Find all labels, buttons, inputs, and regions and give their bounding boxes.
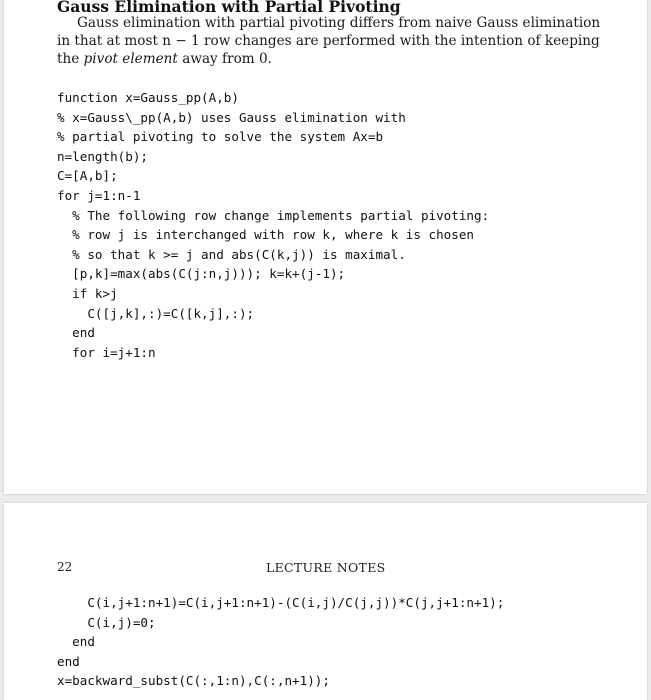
code-line: end <box>57 325 95 341</box>
code-line: % partial pivoting to solve the system Ax=b <box>57 129 384 145</box>
paragraph-line-last <box>57 50 617 68</box>
intro-paragraph <box>57 14 617 69</box>
code-line: [p,k]=max(abs(C(j:n,j))); k=k+(j-1); <box>57 266 346 282</box>
page-top <box>4 0 647 494</box>
paragraph-text: the <box>57 51 84 68</box>
pivot-element-emphasis: pivot element <box>83 51 178 68</box>
code-line: % so that k >= j and abs(C(k,j)) is maximal. <box>57 246 406 262</box>
code-line: for j=1:n-1 <box>57 187 141 203</box>
paragraph-line: in that at most n − 1 row changes are performed with the intention of keeping <box>57 33 600 50</box>
page-number: 22 <box>57 560 73 574</box>
code-line: for i=j+1:n <box>57 344 156 360</box>
code-line: C(i,j)=0; <box>57 614 156 630</box>
code-line: function x=Gauss_pp(A,b) <box>57 90 239 105</box>
paragraph-line: Gauss elimination with partial pivoting differs from naive Gauss elimination <box>77 15 601 31</box>
code-line: C=[A,b]; <box>57 168 118 184</box>
code-line: C([j,k],:)=C([k,j],:); <box>57 305 255 321</box>
code-listing-bottom <box>57 593 504 691</box>
code-line: n=length(b); <box>57 148 148 164</box>
code-line: % row j is interchanged with row k, where k is chosen <box>57 227 475 243</box>
code-line: x=backward_subst(C(:,1:n),C(:,n+1)); <box>57 673 330 689</box>
code-line: if k>j <box>57 285 118 301</box>
code-listing-top <box>57 88 489 362</box>
paragraph-text: away from 0. <box>177 51 272 68</box>
code-line: end <box>57 653 80 669</box>
code-line: % x=Gauss\_pp(A,b) uses Gauss elimination with <box>57 109 406 125</box>
code-line: C(i,j+1:n+1)=C(i,j+1:n+1)-(C(i,j)/C(j,j))*C(j,j+1:n+1); <box>57 595 505 610</box>
section-title: Gauss Elimination with Partial Pivoting <box>57 0 401 16</box>
code-line: end <box>57 634 95 650</box>
code-line: % The following row change implements partial pivoting: <box>57 207 490 223</box>
page-bottom <box>4 503 647 700</box>
running-header: LECTURE NOTES <box>266 560 386 575</box>
